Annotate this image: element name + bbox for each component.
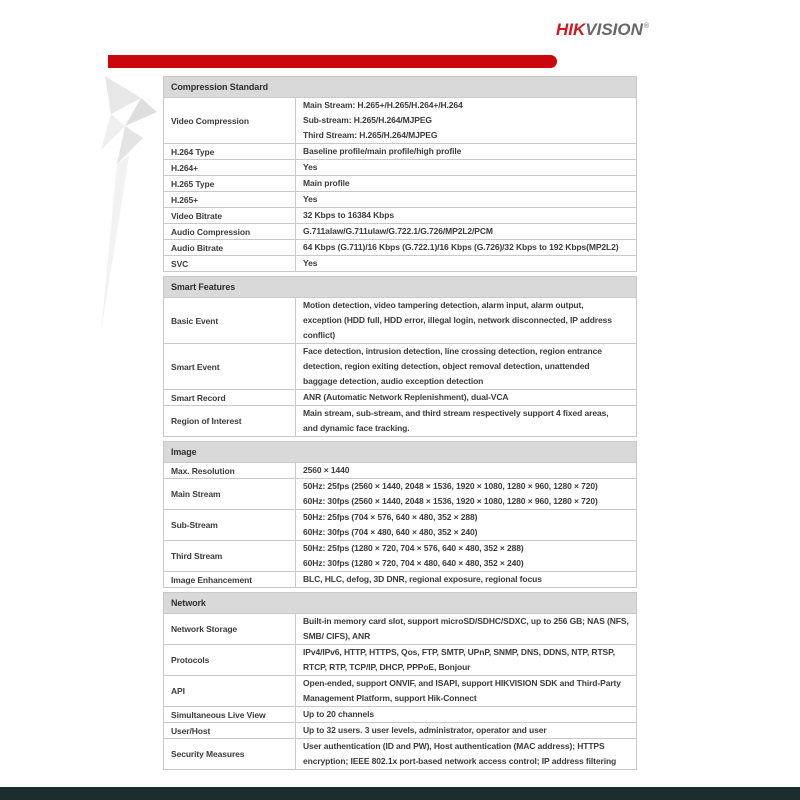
section-title: Compression Standard [164,77,636,97]
row-label: Audio Bitrate [164,240,296,255]
value-line: Motion detection, video tampering detection, alarm input, alarm output, [303,300,584,310]
row-label: Third Stream [164,541,296,571]
spec-row [164,159,636,175]
row-label: Basic Event [164,298,296,343]
spec-row [164,706,636,722]
section-title: Network [164,593,636,613]
spec-row [164,405,636,436]
value-line: Management Platform, support Hik-Connect [303,693,477,703]
value-line: Built-in memory card slot, support microSD/SDHC/SDXC, up to 256 GB; NAS (NFS, [303,616,629,626]
row-value [296,256,636,271]
row-label: Sub-Stream [164,510,296,540]
row-value [296,390,636,405]
value-line: G.711alaw/G.711ulaw/G.722.1/G.726/MP2L2/PCM [303,226,493,236]
row-value [296,723,636,738]
row-label: API [164,676,296,706]
row-label: Region of Interest [164,406,296,436]
value-line: exception (HDD full, HDD error, illegal login, network disconnected, IP address [303,315,612,325]
value-line: and dynamic face tracking. [303,423,410,433]
value-line: Yes [303,258,318,268]
value-line: Up to 20 channels [303,709,375,719]
registered-trademark-icon: ® [643,23,650,31]
spec-row [164,509,636,540]
row-value [296,192,636,207]
arrow-watermark-icon [97,70,159,340]
row-value [296,614,636,644]
spec-table [163,76,637,774]
row-value [296,344,636,389]
row-label: H.265+ [164,192,296,207]
row-label: User/Host [164,723,296,738]
spec-row [164,675,636,706]
spec-row [164,223,636,239]
row-value [296,645,636,675]
row-value [296,208,636,223]
spec-row [164,389,636,405]
value-line: Open-ended, support ONVIF, and ISAPI, support HIKVISION SDK and Third-Party [303,678,621,688]
value-line: Face detection, intrusion detection, line crossing detection, region entrance [303,346,602,356]
spec-section [163,441,637,588]
row-value [296,707,636,722]
value-line: 32 Kbps to 16384 Kbps [303,210,394,220]
row-value [296,676,636,706]
spec-row [164,239,636,255]
value-line: encryption; IEEE 802.1x port-based network access control; IP address filtering [303,756,617,766]
footer-bar [0,787,800,800]
row-value [296,406,636,436]
value-line: ANR (Automatic Network Replenishment), dual-VCA [303,392,509,402]
spec-row [164,644,636,675]
value-line: 50Hz: 25fps (2560 × 1440, 2048 × 1536, 1920 × 1080, 1280 × 960, 1280 × 720) [303,481,598,491]
spec-row [164,255,636,271]
value-line: User authentication (ID and PW), Host authentication (MAC address); HTTPS [303,741,605,751]
value-line: 60Hz: 30fps (1280 × 720, 704 × 480, 640 × 480, 352 × 240) [303,558,524,568]
row-value [296,240,636,255]
value-line: Yes [303,194,318,204]
value-line: Main Stream: H.265+/H.265/H.264+/H.264 [303,100,463,110]
value-line: Sub-stream: H.265/H.264/MJPEG [303,115,432,125]
spec-section [163,76,637,272]
value-line: conflict) [303,330,336,340]
value-line: detection, region exiting detection, object removal detection, unattended [303,361,590,371]
value-line: BLC, HLC, defog, 3D DNR, regional exposure, regional focus [303,574,542,584]
value-line: baggage detection, audio exception detection [303,376,484,386]
value-line: 60Hz: 30fps (704 × 480, 640 × 480, 352 × 240) [303,527,478,537]
row-label: H.264 Type [164,144,296,159]
value-line: 50Hz: 25fps (704 × 576, 640 × 480, 352 × 288) [303,512,478,522]
row-value [296,510,636,540]
row-label: Max. Resolution [164,463,296,478]
row-label: Image Enhancement [164,572,296,587]
value-line: RTCP, RTP, TCP/IP, DHCP, PPPoE, Bonjour [303,662,471,672]
row-value [296,98,636,143]
section-title: Smart Features [164,277,636,297]
row-label: Video Bitrate [164,208,296,223]
row-value [296,463,636,478]
value-line: Main stream, sub-stream, and third stream respectively support 4 fixed areas, [303,408,609,418]
value-line: IPv4/IPv6, HTTP, HTTPS, Qos, FTP, SMTP, UPnP, SNMP, DNS, DDNS, NTP, RTSP, [303,647,615,657]
row-value [296,739,636,769]
row-label: Main Stream [164,479,296,509]
row-label: Simultaneous Live View [164,707,296,722]
row-value [296,572,636,587]
row-value [296,541,636,571]
row-label: SVC [164,256,296,271]
spec-section [163,592,637,770]
spec-row [164,207,636,223]
row-label: Audio Compression [164,224,296,239]
row-value [296,144,636,159]
value-line: Third Stream: H.265/H.264/MJPEG [303,130,438,140]
value-line: Up to 32 users. 3 user levels, administrator, operator and user [303,725,547,735]
spec-row [164,297,636,343]
row-label: Security Measures [164,739,296,769]
row-label: Smart Record [164,390,296,405]
value-line: 2560 × 1440 [303,465,350,475]
row-label: Network Storage [164,614,296,644]
value-line: Baseline profile/main profile/high profile [303,146,462,156]
logo-vision-text: VISION [585,20,643,39]
row-value [296,479,636,509]
row-label: Protocols [164,645,296,675]
spec-row [164,462,636,478]
spec-row [164,343,636,389]
row-value [296,298,636,343]
section-title: Image [164,442,636,462]
spec-section [163,276,637,437]
spec-row [164,613,636,644]
value-line: SMB/ CIFS), ANR [303,631,371,641]
spec-row [164,143,636,159]
value-line: 50Hz: 25fps (1280 × 720, 704 × 576, 640 × 480, 352 × 288) [303,543,524,553]
logo-hik-text: HIK [556,20,586,39]
spec-row [164,478,636,509]
spec-row [164,571,636,587]
spec-row [164,738,636,769]
red-accent-bar [108,55,557,68]
spec-row [164,540,636,571]
row-label: H.264+ [164,160,296,175]
row-value [296,160,636,175]
row-value [296,224,636,239]
spec-row [164,97,636,143]
value-line: 60Hz: 30fps (2560 × 1440, 2048 × 1536, 1920 × 1080, 1280 × 960, 1280 × 720) [303,496,598,506]
spec-row [164,175,636,191]
value-line: 64 Kbps (G.711)/16 Kbps (G.722.1)/16 Kbps (G.726)/32 Kbps to 192 Kbps(MP2L2) [303,242,619,252]
row-value [296,176,636,191]
spec-row [164,191,636,207]
hikvision-logo [556,20,649,40]
value-line: Main profile [303,178,350,188]
spec-row [164,722,636,738]
row-label: Video Compression [164,98,296,143]
row-label: Smart Event [164,344,296,389]
row-label: H.265 Type [164,176,296,191]
value-line: Yes [303,162,318,172]
